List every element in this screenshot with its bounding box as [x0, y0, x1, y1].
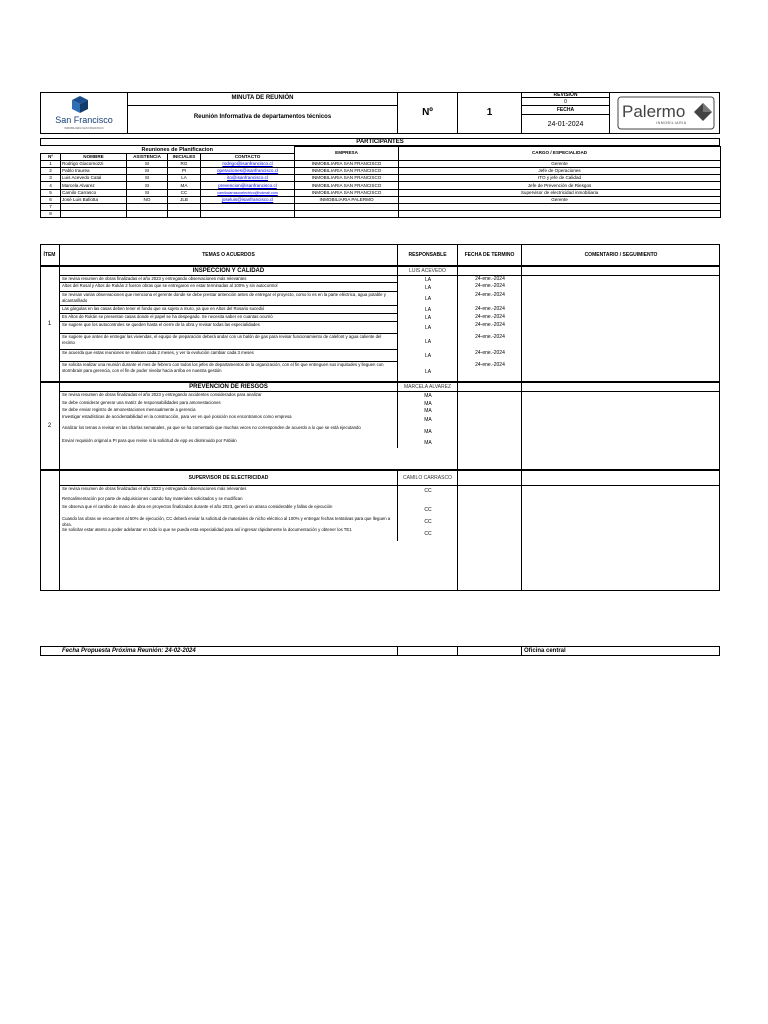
participant-row — [41, 168, 721, 175]
participant-company: INMOBILIARIA SAN FRANCISCO — [295, 160, 399, 167]
col-topic: TEMAS O ACUERDOS — [60, 244, 398, 266]
topic-responsible: MA — [424, 416, 432, 423]
participant-attendance — [127, 204, 168, 211]
topic-text: Se sugiere que los autocontroles se queden hasta el cierre de la obra y revisar todas las especialidades — [60, 322, 398, 334]
topic-due-date — [458, 496, 522, 504]
col-contact: CONTACTO — [201, 153, 295, 160]
topic-due-date — [458, 414, 522, 425]
topic-section — [40, 266, 720, 382]
section-head-comment — [522, 382, 720, 392]
topic-responsible: LA — [424, 284, 432, 291]
section-title: INSPECCIÓN Y CALIDAD — [60, 266, 398, 276]
participants-group-title: Reuniones de Planificacion — [61, 147, 295, 154]
topic-due-date: 24-ene.-2024 — [475, 350, 505, 356]
participant-contact[interactable]: ito@isanfrancisco.cl — [201, 175, 295, 182]
topic-text: Altos del Rosal y Altos de Rukán 2 fueron obras que se entregaron en estar terminadas al 100% y sin autocontrol — [60, 283, 398, 292]
topic-responsible: LA — [424, 325, 432, 331]
participant-company: INMOBILIARIA SAN FRANCISCO — [295, 168, 399, 175]
participant-row — [41, 175, 721, 182]
participant-row — [41, 204, 721, 211]
participant-role: ITO y jefe de Calidad — [399, 175, 721, 182]
number-label: Nº — [398, 92, 458, 134]
topic-text: Se solicitar estar atento a poder adelantar en todo lo que se pueda esta especialidad para así ingresar rápidamente la documentación y obtener los TE1 — [60, 527, 398, 541]
topic-text: Investigar estadísticas de accidentabilidad en la construcción, para ver en qué posición nos encontramos como empresa — [60, 414, 398, 425]
section-head-responsible: MARCELA ALVAREZ — [398, 382, 458, 392]
topic-due-date: 24-ene.-2024 — [475, 283, 505, 289]
right-logo-cell — [610, 92, 720, 134]
participant-company: INMOBILIARIA SAN FRANCISCO — [295, 189, 399, 196]
section-item-number: 1 — [40, 266, 60, 382]
section-head-due — [458, 382, 522, 392]
topic-responsible: LA — [424, 276, 432, 283]
topic-due-date — [458, 486, 522, 496]
topic-due-date — [458, 438, 522, 448]
col-responsible: RESPONSABLE — [398, 244, 458, 266]
participant-contact — [201, 204, 295, 211]
right-logo-tagline: INMOBILIARIA — [656, 121, 687, 125]
participant-role: Jefe de Prevención de Riesgos — [399, 182, 721, 189]
participant-contact[interactable]: operaciones@isanfrancisco.cl — [201, 168, 295, 175]
topic-section — [40, 382, 720, 470]
topic-text: Analizar los temas a revisar en las charlas semanales, ya que se ha comentado que muchas veces no corresponden de acuerdo a lo que se está ejecutando — [60, 425, 398, 438]
participant-num: 2 — [41, 168, 61, 175]
next-meeting-date: Fecha Propuesta Próxima Reunión: 24-02-2024 — [60, 646, 398, 656]
topic-due-date: 24-ene.-2024 — [475, 276, 505, 282]
participant-attendance: SI — [127, 168, 168, 175]
topic-due-date — [458, 527, 522, 541]
participant-attendance: SI — [127, 182, 168, 189]
topic-text: Las gárgolas en las casas deben tener el fondo que va sujeto a muro, ya que en Altos del Rosario sucedió — [60, 306, 398, 314]
section-item-number: 2 — [40, 382, 60, 470]
palermo-logo-icon — [610, 92, 720, 134]
participant-role: Supervisor de electricidad inmobiliaria — [399, 189, 721, 196]
col-item: ÍTEM — [40, 244, 60, 266]
section-head-comment — [522, 266, 720, 276]
section-title: PREVENCIÓN DE RIESGOS — [60, 382, 398, 392]
document-title: MINUTA DE REUNIÓN — [128, 92, 398, 106]
participant-row — [41, 189, 721, 196]
participant-name: Luis Acevedo Catal — [61, 175, 127, 182]
participant-initials: MA — [168, 182, 201, 189]
topic-due-date: 24-ene.-2024 — [475, 306, 505, 312]
participant-name — [61, 211, 127, 218]
participant-name: Pablo Iraurea — [61, 168, 127, 175]
col-role: CARGO / ESPECIALIDAD — [399, 147, 721, 161]
document-subtitle: Reunión Informativa de departamentos técnicos — [128, 106, 398, 134]
topic-responsible: MA — [424, 393, 432, 399]
topic-text: En Altos de Rukán se presentan casas donde el papel se ha despegado. Se necesita saber en cuantas ocurrió — [60, 314, 398, 322]
participant-attendance: SI — [127, 160, 168, 167]
topic-text: Se revisa resumen de obras finalizadas el año 2023 y entregando observaciones más relevantes — [60, 486, 398, 496]
participant-name: Camilo Carrasco — [61, 189, 127, 196]
topic-responsible: MA — [424, 407, 432, 414]
participant-initials: CC — [168, 189, 201, 196]
section-item-number — [40, 470, 60, 591]
topic-text: Se debe enviar registro de amonestaciones mensualmente a gerencia — [60, 407, 398, 414]
col-initials: INICIALES — [168, 153, 201, 160]
participant-name: Rodrigo Giacomozzi — [61, 160, 127, 167]
topic-responsible: CC — [424, 518, 432, 525]
participant-row — [41, 160, 721, 167]
topic-due-date — [458, 516, 522, 527]
section-head-comment — [522, 470, 720, 486]
participant-row — [41, 182, 721, 189]
participant-initials — [168, 204, 201, 211]
participant-contact[interactable]: rodrigo@isanfrancisco.cl — [201, 160, 295, 167]
topic-responsible: MA — [424, 400, 432, 407]
participant-role: Gerente — [399, 196, 721, 203]
participant-company: INMOBILIARIA PALERMO — [295, 196, 399, 203]
section-head-due — [458, 266, 522, 276]
participant-role — [399, 211, 721, 218]
topic-text: Se revisa resumen de obras finalizadas el año 2023 y entregando observaciones más relevantes — [60, 276, 398, 283]
meeting-location: Oficina central — [524, 648, 566, 654]
participant-name — [61, 204, 127, 211]
participant-num: 6 — [41, 196, 61, 203]
participant-role: Gerente — [399, 160, 721, 167]
topic-responsible: LA — [424, 307, 432, 313]
san-francisco-logo-icon — [40, 92, 128, 134]
topic-responsible: CC — [424, 488, 432, 494]
participant-num: 5 — [41, 189, 61, 196]
participant-role: Jefe de Operaciones — [399, 168, 721, 175]
date-label: FECHA — [522, 106, 610, 115]
participant-row — [41, 196, 721, 203]
section-head-due — [458, 470, 522, 486]
participant-contact[interactable]: prevencion@isanfrancisco.cl — [201, 182, 295, 189]
footer-spacer — [398, 646, 458, 656]
topic-responsible: LA — [424, 296, 432, 302]
topic-text: Se acuerda que estas reuniones se realicen cada 2 meses, y ver la evolución cambiar cada 3 meses — [60, 350, 398, 362]
revision-value: 0 — [522, 98, 610, 106]
participant-contact — [201, 211, 295, 218]
topic-due-date: 24-ene.-2024 — [475, 334, 505, 340]
number-value: 1 — [458, 92, 522, 134]
section-head-responsible: CAMILO CARRASCO — [398, 470, 458, 486]
topic-text: Se solicita realizar una reunión durante el mes de febrero con todos los jefes de departamentos de la organización, con el fin que entreguen sus inquitudes y lleguen con stormbrain para gerencia, con el fin de poder nivelar hacia arriba en nuestra gestión — [60, 362, 398, 382]
participants-table — [40, 146, 721, 218]
topic-responsible: LA — [424, 369, 432, 375]
participant-initials — [168, 211, 201, 218]
topic-text: Se debe considerar generar una matriz de responsabilidades para amonestaciones — [60, 400, 398, 407]
left-logo-cell — [40, 92, 128, 134]
topic-responsible: LA — [424, 339, 432, 345]
participants-title: PARTICIPANTES — [40, 138, 720, 146]
topic-text: Se sugiere que antes de entregar las viviendas, el equipo de preparación deberá andar con un balón de gas para revisar funcionamiento de calefont y agua caliente del recinto — [60, 334, 398, 350]
col-num: Nº — [41, 153, 61, 160]
topic-due-date — [458, 504, 522, 516]
participant-initials: LA — [168, 175, 201, 182]
topic-due-date: 24-ene.-2024 — [475, 314, 505, 320]
col-name: NOMBRE — [61, 153, 127, 160]
participant-row — [41, 211, 721, 218]
participant-company: INMOBILIARIA SAN FRANCISCO — [295, 175, 399, 182]
topic-due-date — [458, 400, 522, 407]
topic-text: Cuando las obras se encuentren al 50% de ejecución, CC deberá enviar la solicitud de materiales de nicho eléctrico al 100% y entregar fechas tentativas para que lleguen a obra. — [60, 516, 398, 527]
topic-due-date: 24-ene.-2024 — [475, 322, 505, 328]
topic-due-date: 24-ene.-2024 — [475, 292, 505, 298]
participant-attendance: SI — [127, 189, 168, 196]
topic-due-date — [458, 425, 522, 438]
col-comment: COMENTARIO / SEGUIMIENTO — [584, 252, 658, 258]
col-due: FECHA DE TERMINO — [458, 244, 522, 266]
section-title: SUPERVISOR DE ELECTRICIDAD — [60, 470, 398, 486]
revision-label: REVISIÓN — [522, 92, 610, 98]
participant-num: 1 — [41, 160, 61, 167]
participant-name: José Luis Ballotta — [61, 196, 127, 203]
topic-responsible — [398, 496, 458, 504]
footer-spacer-2 — [458, 646, 522, 656]
topic-responsible: CC — [424, 531, 432, 537]
topic-due-date — [458, 407, 522, 414]
col-attendance: ASISTENCIA — [127, 153, 168, 160]
participant-attendance: SI — [127, 175, 168, 182]
right-logo-name: Palermo — [622, 102, 686, 121]
topic-responsible: CC — [424, 507, 432, 513]
participant-num: 3 — [41, 175, 61, 182]
participant-name: Marcela Alvarez — [61, 182, 127, 189]
participant-initials: PI — [168, 168, 201, 175]
participants-table-wrap — [40, 146, 720, 218]
left-logo-tagline: INMOBILIARIA SAN FRANCISCO — [64, 127, 104, 130]
participant-company — [295, 211, 399, 218]
topic-due-date: 24-ene.-2024 — [475, 362, 505, 368]
topic-responsible: LA — [424, 315, 432, 321]
section-head-responsible: LUIS ACEVEDO — [398, 266, 458, 276]
topic-due-date — [458, 392, 522, 400]
participant-contact[interactable]: joseluis@isanfrancisco.cl — [201, 196, 295, 203]
topic-text: Se revisa resumen de obras finalizadas el año 2023 y entregando accidentes considerados para analizar — [60, 392, 398, 400]
topic-responsible: MA — [424, 440, 432, 446]
participant-num: 8 — [41, 211, 61, 218]
participant-company: INMOBILIARIA SAN FRANCISCO — [295, 182, 399, 189]
col-company: EMPRESA — [295, 147, 399, 161]
topic-responsible: LA — [424, 353, 432, 359]
topic-text: Enviar requisión original a PI para que revise si la solicitud de epp es disminuido por Fabián — [60, 438, 398, 448]
participant-company — [295, 204, 399, 211]
topic-text: Retroalimentación por parte de adquisiciones cuando hay materiales solicitados y se modifican — [60, 496, 398, 504]
topic-section — [40, 470, 720, 591]
participant-contact[interactable]: camilocarrascoelectrico@hotmail.com — [201, 189, 295, 196]
participant-num: 7 — [41, 204, 61, 211]
topic-text: Se observa que el cambio de mano de obra en proyectos finalizados durante el año 2023, generó un atraso considerable y fallas de ejecución — [60, 504, 398, 516]
topic-text: Se revisan varias observaciones que menciona el gerente donde se debe prestar antención antes de entregar el proyecto, como lo es en la parte eléctrica, agua potable y alcantarillado — [60, 292, 398, 306]
date-value: 24-01-2024 — [522, 115, 610, 134]
participant-attendance: NO — [127, 196, 168, 203]
participant-initials: RG — [168, 160, 201, 167]
topic-responsible: MA — [424, 428, 432, 435]
participant-attendance — [127, 211, 168, 218]
left-logo-name: San Francisco — [55, 115, 113, 125]
participant-initials: JLB — [168, 196, 201, 203]
participant-num: 4 — [41, 182, 61, 189]
participant-role — [399, 204, 721, 211]
